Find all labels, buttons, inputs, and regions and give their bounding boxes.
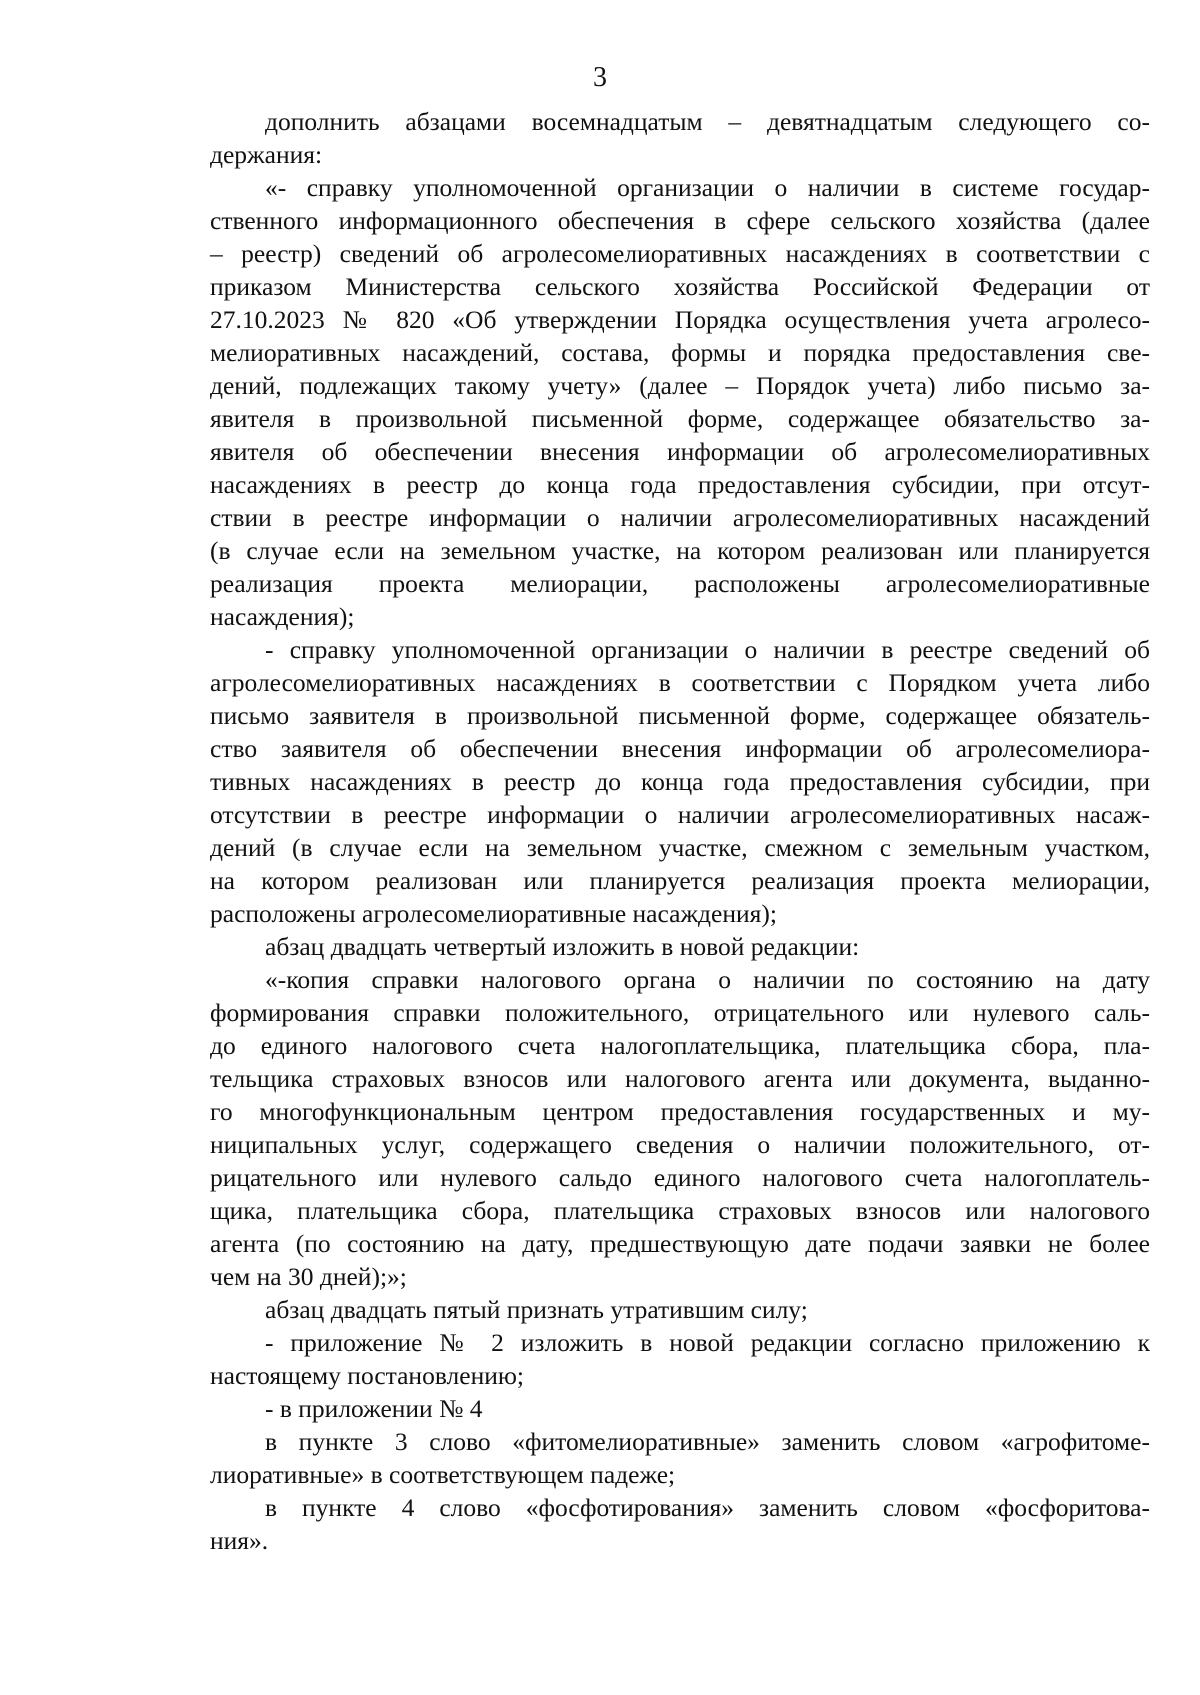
- text-line: «- справку уполномоченной организации о наличии в системе государ-: [265, 173, 1150, 202]
- text-line: ния».: [210, 1526, 269, 1555]
- text-line: явителя в произвольной письменной форме, содержащее обязательство за-: [210, 404, 1150, 433]
- text-line: дополнить абзацами восемнадцатым – девятнадцатым следующего со-: [265, 107, 1150, 136]
- text-line: мелиоративных насаждений, состава, формы и порядка предоставления све-: [210, 338, 1150, 367]
- text-line: держания:: [210, 140, 323, 169]
- text-line: настоящему постановлению;: [210, 1361, 524, 1390]
- text-line: письмо заявителя в произвольной письменной форме, содержащее обязатель-: [210, 701, 1150, 730]
- text-line: чем на 30 дней);»;: [210, 1262, 407, 1291]
- paragraph: [210, 930, 1150, 963]
- text-line: агролесомелиоративных насаждениях в соответствии с Порядком учета либо: [210, 668, 1150, 697]
- text-line: на котором реализован или планируется реализация проекта мелиорации,: [210, 866, 1150, 895]
- text-line: реализация проекта мелиорации, расположены агролесомелиоративные: [210, 569, 1150, 598]
- text-line: насаждения);: [210, 602, 355, 631]
- paragraph: [210, 1425, 1150, 1491]
- text-line: абзац двадцать пятый признать утратившим силу;: [265, 1295, 808, 1324]
- text-line: в пункте 4 слово «фосфотирования» заменить словом «фосфоритова-: [265, 1493, 1150, 1522]
- paragraph: [210, 633, 1150, 930]
- paragraph: [210, 1491, 1150, 1557]
- text-line: - приложение № 2 изложить в новой редакции согласно приложению к: [265, 1328, 1150, 1357]
- text-line: до единого налогового счета налогоплательщика, плательщика сбора, пла-: [210, 1031, 1150, 1060]
- text-line: - справку уполномоченной организации о наличии в реестре сведений об: [265, 635, 1150, 664]
- text-line: щика, плательщика сбора, плательщика страховых взносов или налогового: [210, 1196, 1150, 1225]
- paragraph: [210, 105, 1150, 171]
- text-line: ствии в реестре информации о наличии агролесомелиоративных насаждений: [210, 503, 1150, 532]
- text-line: расположены агролесомелиоративные насаждения);: [210, 899, 777, 928]
- text-line: «-копия справки налогового органа о наличии по состоянию на дату: [265, 965, 1150, 994]
- text-line: приказом Министерства сельского хозяйства Российской Федерации от: [210, 272, 1150, 301]
- text-line: насаждениях в реестр до конца года предоставления субсидии, при отсут-: [210, 470, 1150, 499]
- text-line: явителя об обеспечении внесения информации об агролесомелиоративных: [210, 437, 1150, 466]
- text-line: абзац двадцать четвертый изложить в новой редакции:: [265, 932, 860, 961]
- text-line: ниципальных услуг, содержащего сведения о наличии положительного, от-: [210, 1130, 1150, 1159]
- text-line: тельщика страховых взносов или налогового агента или документа, выданно-: [210, 1064, 1150, 1093]
- text-line: – реестр) сведений об агролесомелиоративных насаждениях в соответствии с: [210, 239, 1150, 268]
- text-line: рицательного или нулевого сальдо единого налогового счета налогоплатель-: [210, 1163, 1150, 1192]
- text-line: агента (по состоянию на дату, предшествующую дате подачи заявки не более: [210, 1229, 1150, 1258]
- text-line: 27.10.2023 № 820 «Об утверждении Порядка осуществления учета агролесо-: [210, 305, 1150, 334]
- text-line: дений, подлежащих такому учету» (далее – Порядок учета) либо письмо за-: [210, 371, 1150, 400]
- text-line: лиоративные» в соответствующем падеже;: [210, 1460, 676, 1489]
- text-line: отсутствии в реестре информации о наличии агролесомелиоративных насаж-: [210, 800, 1150, 829]
- text-line: ственного информационного обеспечения в сфере сельского хозяйства (далее: [210, 206, 1150, 235]
- paragraph: [210, 1392, 1150, 1425]
- text-line: дений (в случае если на земельном участке, смежном с земельным участком,: [210, 833, 1150, 862]
- text-line: в пункте 3 слово «фитомелиоративные» заменить словом «агрофитоме-: [265, 1427, 1150, 1456]
- paragraph: [210, 1326, 1150, 1392]
- text-line: (в случае если на земельном участке, на котором реализован или планируется: [210, 536, 1150, 565]
- text-line: ство заявителя об обеспечении внесения информации об агролесомелиора-: [210, 734, 1150, 763]
- paragraph: [210, 1293, 1150, 1326]
- text-line: го многофункциональным центром предоставления государственных и му-: [210, 1097, 1150, 1126]
- text-line: тивных насаждениях в реестр до конца года предоставления субсидии, при: [210, 767, 1150, 796]
- text-line: - в приложении № 4: [265, 1394, 483, 1423]
- text-line: формирования справки положительного, отрицательного или нулевого саль-: [210, 998, 1150, 1027]
- page-number: 3: [593, 62, 607, 93]
- paragraph: [210, 963, 1150, 1293]
- document-body: [210, 105, 1150, 1557]
- paragraph: [210, 171, 1150, 633]
